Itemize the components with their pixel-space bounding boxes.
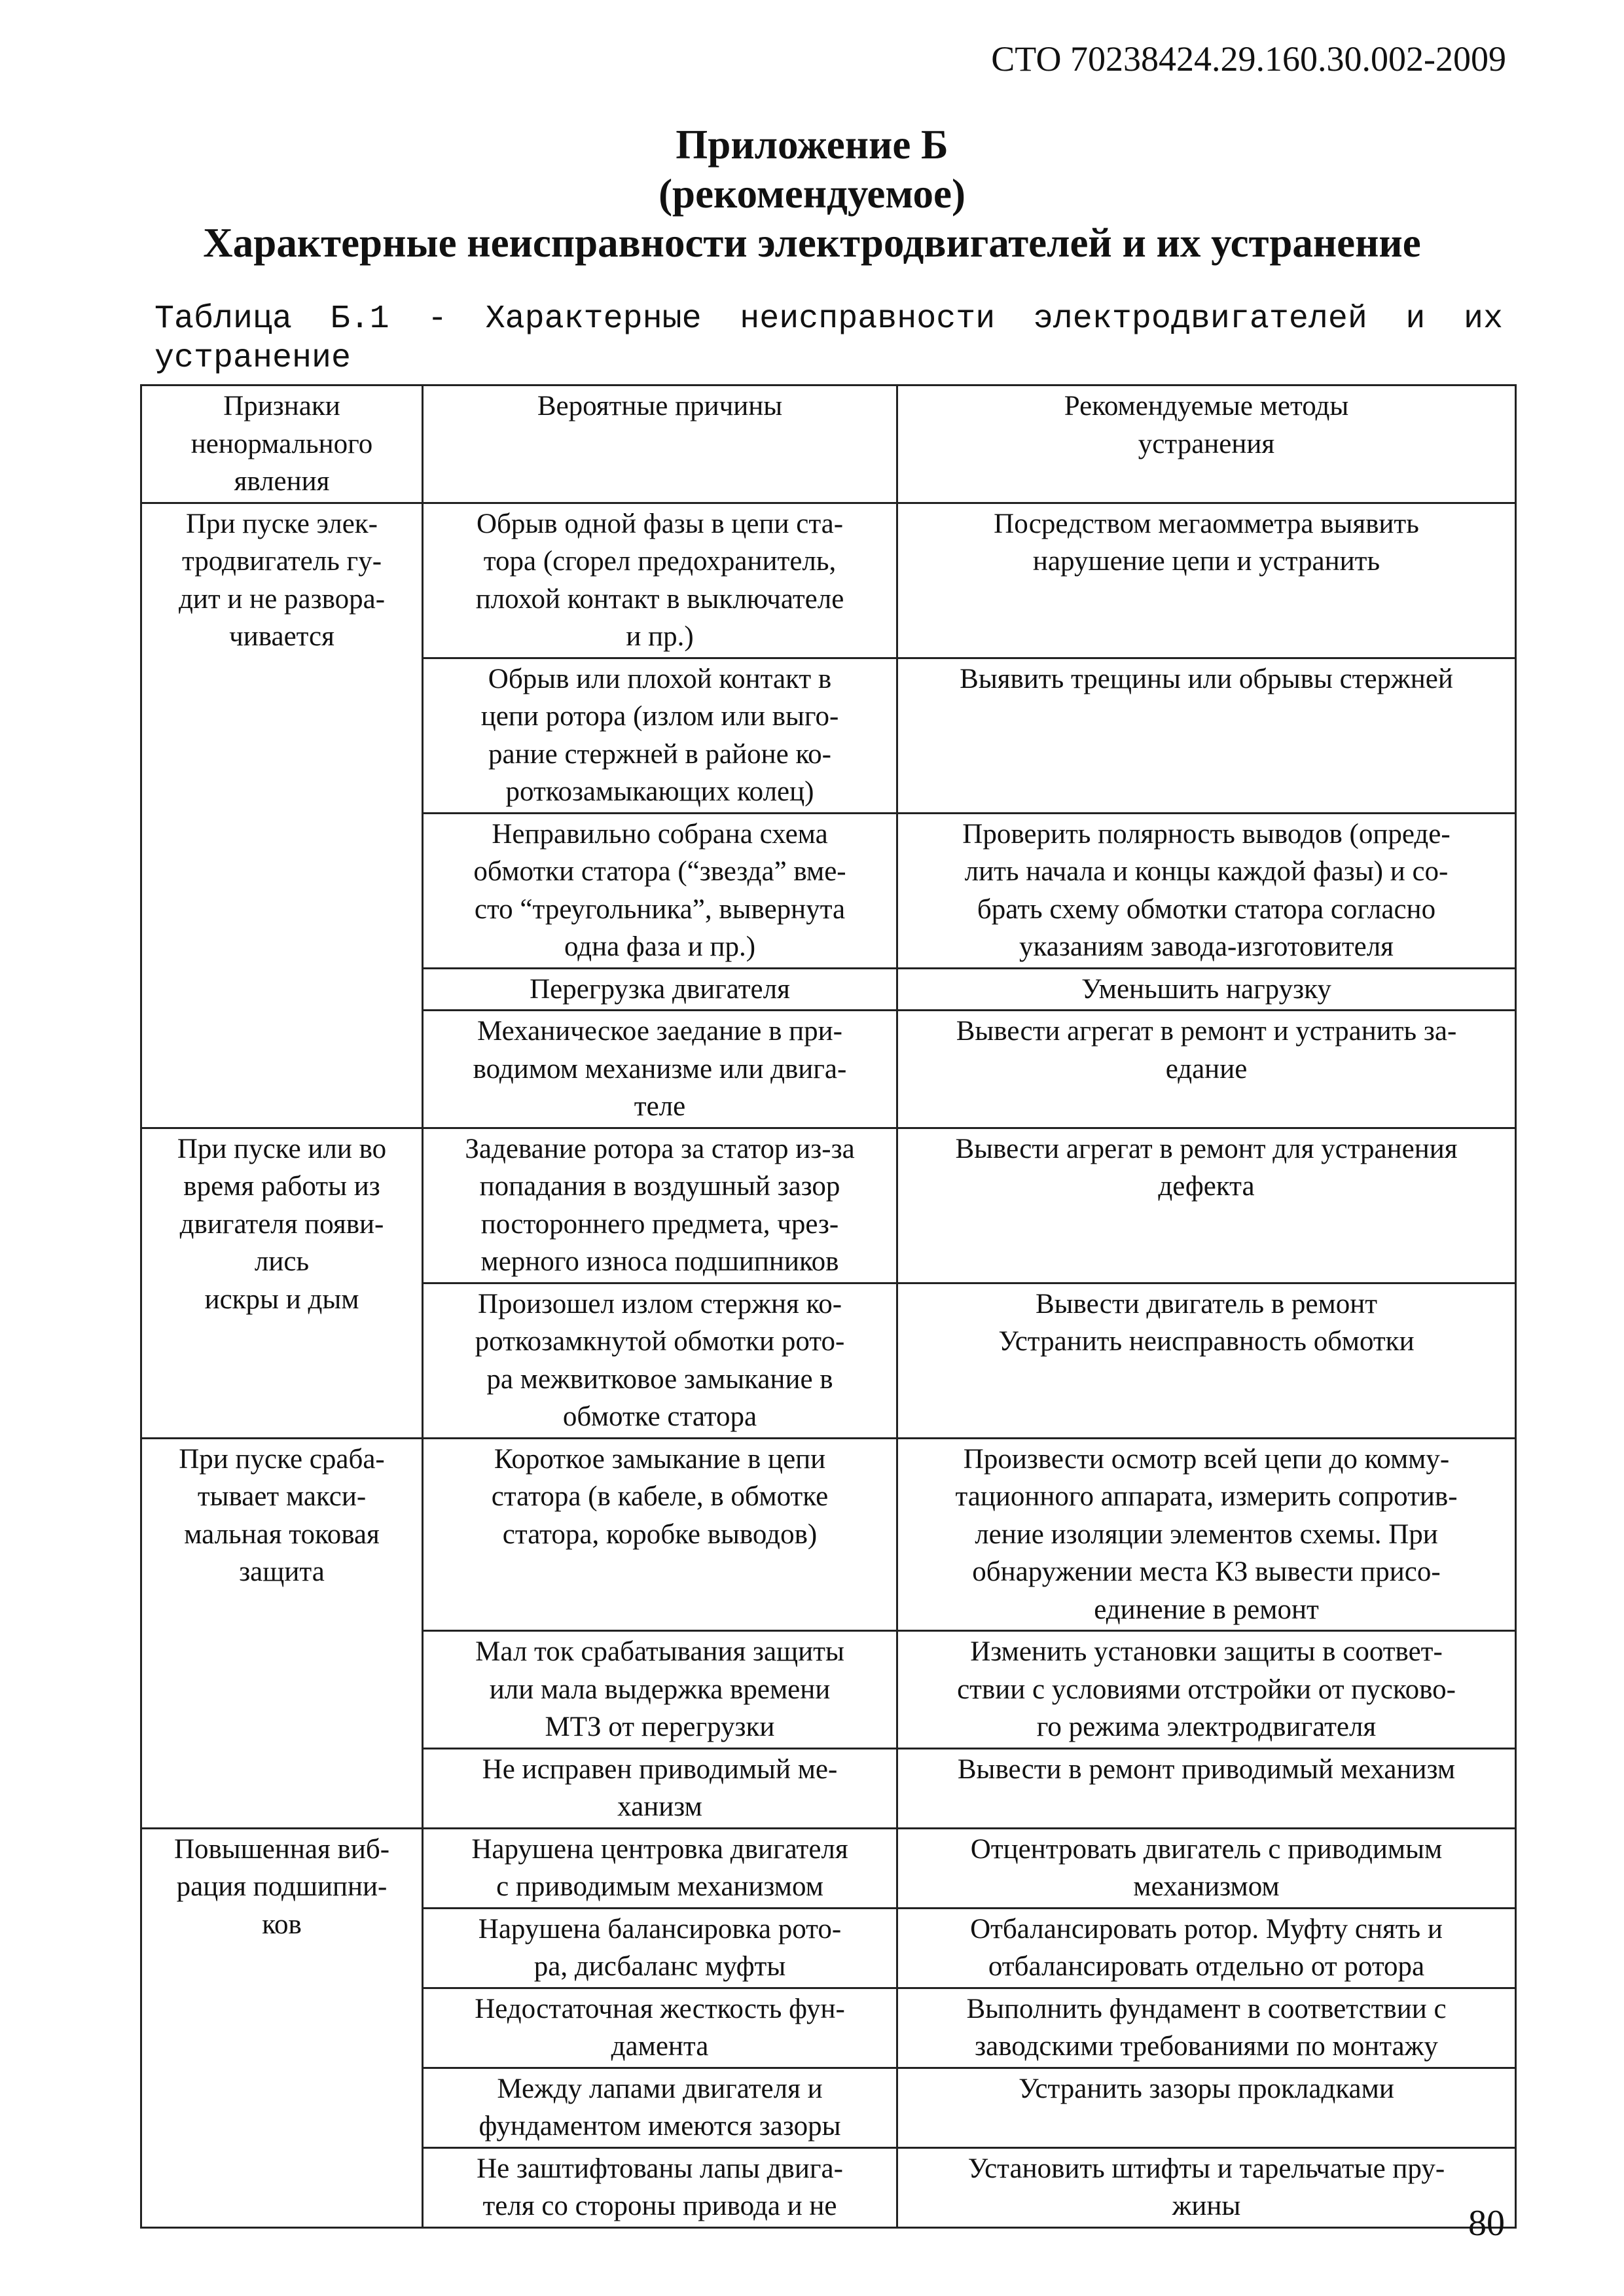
cause-cell: [423, 1438, 897, 1631]
cell-line: Отбалансировать ротор. Муфту снять и: [970, 1913, 1443, 1945]
cell-line: Перегрузка двигателя: [530, 973, 790, 1005]
cell-line: Вывести агрегат в ремонт и устранить за-: [956, 1016, 1457, 1047]
caption-word: электродвигателей: [1033, 300, 1367, 338]
cell-line: Недостаточная жесткость фун-: [475, 1993, 845, 2024]
cell-line: водимом механизме или двига-: [473, 1053, 847, 1085]
cell-line: Не исправен приводимый ме-: [482, 1753, 838, 1785]
cause-cell: [423, 1011, 897, 1128]
symptom-cell: [141, 1828, 423, 2227]
cause-cell: [423, 2068, 897, 2147]
caption-word: -: [427, 300, 448, 338]
cell-line: го режима электродвигателя: [1036, 1712, 1377, 1742]
remedy-cell: [897, 968, 1516, 1011]
cell-line: защита: [239, 1556, 325, 1587]
cell-line: Проверить полярность выводов (опреде-: [962, 818, 1451, 850]
cell-line: Обрыв или плохой контакт в: [488, 663, 832, 694]
cell-line: дефекта: [1158, 1171, 1255, 1202]
cell-line: Установить штифты и тарельчатые пру-: [967, 2153, 1445, 2184]
cell-line: цепи ротора (излом или выго-: [480, 701, 839, 732]
cause-cell: [423, 1631, 897, 1749]
cell-line: обмотки статора (“звезда” вме-: [473, 856, 846, 887]
table-caption: [154, 300, 1503, 378]
remedy-cell: [897, 1988, 1516, 2068]
cause-cell: [423, 1988, 897, 2068]
table-caption-line-2: устранение: [154, 340, 352, 377]
remedy-cell: [897, 813, 1516, 968]
cell-line: обнаружении места КЗ вывести присо-: [972, 1556, 1441, 1587]
cell-line: время работы из: [183, 1171, 380, 1202]
remedy-cell: [897, 1748, 1516, 1828]
cell-line: Отцентровать двигатель с приводимым: [970, 1833, 1443, 1865]
cell-line: дит и не развора-: [178, 583, 386, 615]
table-row: [141, 503, 1516, 658]
cell-line: Короткое замыкание в цепи: [494, 1443, 826, 1475]
cell-line: При пуске сраба-: [179, 1443, 385, 1475]
remedy-cell: [897, 1631, 1516, 1749]
cell-line: лись: [254, 1246, 310, 1277]
cell-line: механизмом: [1133, 1871, 1280, 1902]
cause-cell: [423, 503, 897, 658]
cell-line: Вывести двигатель в ремонт: [1035, 1288, 1378, 1319]
cell-line: Устранить зазоры прокладками: [1019, 2073, 1394, 2104]
cell-line: мерного износа подшипников: [480, 1246, 839, 1277]
cell-line: теля со стороны привода и не: [482, 2191, 837, 2221]
remedy-cell: [897, 1283, 1516, 1438]
remedy-cell: [897, 503, 1516, 658]
header-text: Признаки ненормального явления: [190, 391, 373, 497]
cell-line: Неправильно собрана схема: [492, 818, 828, 850]
cell-line: жины: [1172, 2191, 1241, 2221]
cell-line: тора (сгорел предохранитель,: [483, 546, 837, 577]
symptom-cell: [141, 1128, 423, 1438]
cell-line: При пуске или во: [177, 1133, 387, 1164]
cause-cell: [423, 968, 897, 1011]
cell-line: и пр.): [626, 621, 694, 652]
cell-line: Устранить неисправность обмотки: [998, 1326, 1415, 1357]
cell-line: Обрыв одной фазы в цепи ста-: [476, 508, 844, 539]
cell-line: тационного аппарата, измерить сопротив-: [955, 1481, 1458, 1512]
cell-line: или мала выдержка времени: [489, 1674, 831, 1705]
cell-line: При пуске элек-: [185, 508, 378, 539]
remedy-cell: [897, 2068, 1516, 2147]
cell-line: заводскими требованиями по монтажу: [975, 2031, 1438, 2062]
cell-line: Нарушена балансировка рото-: [478, 1913, 842, 1945]
cell-line: единение в ремонт: [1094, 1594, 1319, 1625]
cell-line: Изменить установки защиты в соответ-: [970, 1636, 1443, 1667]
cell-line: Повышенная виб-: [173, 1833, 390, 1865]
cell-line: Задевание ротора за статор из-за: [465, 1133, 855, 1164]
table-caption-line-1: [154, 300, 1503, 339]
cell-line: с приводимым механизмом: [496, 1871, 823, 1902]
cell-line: Механическое заедание в при-: [477, 1016, 842, 1047]
cell-line: сто “треугольника”, вывернута: [474, 893, 846, 925]
cause-cell: [423, 1828, 897, 1908]
cell-line: указаниям завода-изготовителя: [1019, 931, 1394, 962]
page-number: 80: [1468, 2203, 1505, 2244]
cell-line: МТЗ от перегрузки: [545, 1712, 775, 1742]
header-cause: [423, 386, 897, 503]
appendix-subtitle: (рекомендуемое): [659, 171, 965, 217]
cell-line: Не заштифтованы лапы двига-: [477, 2153, 843, 2184]
remedy-cell: [897, 1908, 1516, 1988]
cause-cell: [423, 1908, 897, 1988]
cell-line: постороннего предмета, чрез-: [480, 1208, 839, 1240]
caption-word: Б.1: [330, 300, 389, 338]
cell-line: Произошел излом стержня ко-: [477, 1288, 842, 1319]
table-body: [141, 503, 1516, 2227]
table-row: [141, 1438, 1516, 1631]
cell-line: ков: [262, 1909, 302, 1940]
table-row: [141, 1128, 1516, 1283]
symptom-cell: [141, 1438, 423, 1828]
remedy-cell: [897, 1011, 1516, 1128]
cell-line: статора (в кабеле, в обмотке: [491, 1481, 829, 1512]
cell-line: едание: [1165, 1053, 1248, 1085]
cell-line: Выявить трещины или обрывы стержней: [960, 663, 1453, 694]
cause-cell: [423, 2147, 897, 2227]
appendix-heading: Характерные неисправности электродвигателей и их устранение: [203, 220, 1421, 266]
cell-line: Вывести в ремонт приводимый механизм: [957, 1753, 1456, 1785]
cell-line: мальная токовая: [184, 1518, 380, 1550]
faults-table: [140, 384, 1517, 2229]
document-code: СТО 70238424.29.160.30.002-2009: [991, 39, 1506, 79]
remedy-cell: [897, 658, 1516, 813]
appendix-title: Приложение Б: [676, 122, 948, 168]
cell-line: ханизм: [617, 1791, 702, 1822]
table-row: [141, 1828, 1516, 1908]
table-header-row: [141, 386, 1516, 503]
cell-line: одна фаза и пр.): [564, 931, 756, 962]
cell-line: чивается: [229, 621, 334, 652]
cell-line: рание стержней в районе ко-: [488, 738, 831, 770]
cell-line: попадания в воздушный зазор: [479, 1171, 840, 1202]
cell-line: Нарушена центровка двигателя: [471, 1833, 848, 1865]
header-text: Вероятные причины: [537, 391, 783, 422]
cell-line: ра, дисбаланс муфты: [533, 1951, 786, 1982]
remedy-cell: [897, 2147, 1516, 2227]
cell-line: Мал ток срабатывания защиты: [475, 1636, 844, 1667]
cell-line: Вывести агрегат в ремонт для устранения: [955, 1133, 1458, 1164]
cell-line: дамента: [611, 2031, 709, 2062]
cell-line: плохой контакт в выключателе: [475, 583, 844, 615]
cause-cell: [423, 1748, 897, 1828]
cell-line: статора, коробке выводов): [502, 1518, 818, 1550]
cell-line: Произвести осмотр всей цепи до комму-: [963, 1443, 1450, 1475]
cell-line: лить начала и концы каждой фазы) и со-: [964, 856, 1449, 887]
caption-word: Характерные: [485, 300, 702, 338]
cell-line: искры и дым: [204, 1283, 359, 1315]
cell-line: брать схему обмотки статора согласно: [977, 893, 1436, 925]
caption-word: неисправности: [740, 300, 996, 338]
cell-line: теле: [634, 1091, 686, 1122]
cause-cell: [423, 1283, 897, 1438]
header-text: Рекомендуемые методы устранения: [1064, 391, 1349, 459]
cell-line: роткозамкнутой обмотки рото-: [475, 1326, 845, 1357]
cause-cell: [423, 658, 897, 813]
cell-line: Между лапами двигателя и: [497, 2073, 823, 2104]
cell-line: Выполнить фундамент в соответствии с: [966, 1993, 1447, 2024]
cell-line: рация подшипни-: [176, 1871, 388, 1902]
cell-line: роткозамыкающих колец): [505, 776, 814, 807]
cell-line: тывает макси-: [197, 1481, 367, 1512]
remedy-cell: [897, 1438, 1516, 1631]
cell-line: ствии с условиями отстройки от пусково-: [957, 1674, 1456, 1705]
header-remedy: [897, 386, 1516, 503]
cell-line: фундаментом имеются зазоры: [478, 2111, 841, 2142]
cell-line: отбалансировать отдельно от ротора: [988, 1951, 1425, 1982]
cell-line: нарушение цепи и устранить: [1032, 546, 1380, 577]
cell-line: ление изоляции элементов схемы. При: [975, 1518, 1438, 1550]
header-symptom: [141, 386, 423, 503]
caption-word: Таблица: [154, 300, 293, 338]
cause-cell: [423, 813, 897, 968]
cell-line: ра межвитковое замыкание в: [486, 1363, 833, 1395]
cause-cell: [423, 1128, 897, 1283]
remedy-cell: [897, 1128, 1516, 1283]
cell-line: двигателя появи-: [179, 1208, 384, 1240]
symptom-cell: [141, 503, 423, 1128]
cell-line: Уменьшить нагрузку: [1081, 973, 1331, 1005]
remedy-cell: [897, 1828, 1516, 1908]
cell-line: тродвигатель гу-: [181, 546, 382, 577]
caption-word: их: [1463, 300, 1503, 338]
cell-line: обмотке статора: [562, 1401, 757, 1432]
cell-line: Посредством мегаомметра выявить: [994, 508, 1419, 539]
caption-word: и: [1405, 300, 1426, 338]
